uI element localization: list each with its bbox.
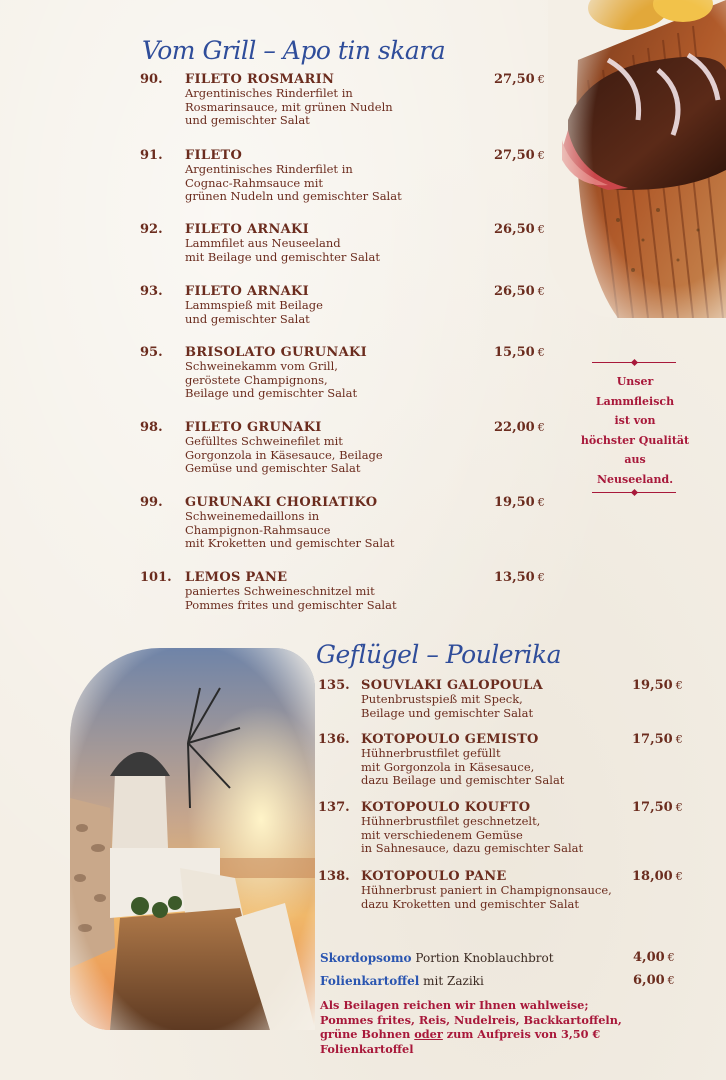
menu-item-number: 138. — [318, 869, 350, 884]
price-value: 27,50 — [494, 72, 535, 87]
price-value: 27,50 — [494, 148, 535, 163]
price-value: 26,50 — [494, 222, 535, 237]
menu-item-number: 91. — [140, 148, 163, 163]
menu-item-name: LEMOS PANE — [185, 570, 288, 585]
menu-item — [140, 72, 550, 132]
price-value: 13,50 — [494, 570, 535, 585]
menu-item-number: 99. — [140, 495, 163, 510]
menu-item-number: 93. — [140, 284, 163, 299]
euro-symbol: € — [537, 346, 545, 359]
menu-item — [318, 869, 688, 929]
menu-item — [140, 570, 550, 630]
extra-item-foil-potato: Folienkartoffel mit Zaziki — [320, 974, 484, 988]
menu-item-description: Argentinisches Rinderfilet in Cognac-Rahmsauce mit grünen Nudeln und gemischter Salat — [185, 162, 402, 204]
lamb-quality-note: Unser Lammfleisch ist von höchster Qualität aus Neuseeland. — [580, 375, 690, 486]
menu-item-number: 92. — [140, 222, 163, 237]
menu-item-description: Hühnerbrustfilet geschnetzelt, mit verschiedenem Gemüse in Sahnesauce, dazu gemischter Salat — [361, 814, 584, 856]
menu-item-price — [494, 222, 545, 237]
menu-item — [318, 678, 688, 738]
side-dishes-note: Als Beilagen reichen wir Ihnen wahlweise; Pommes frites, Reis, Nudelreis, Backkartoffeln, grüne Bohnen oder zum Aufpreis von 3,50 € Folienkartoffel — [320, 998, 622, 1056]
menu-item-name: KOTOPOULO PANE — [361, 869, 507, 884]
euro-symbol: € — [675, 870, 683, 883]
menu-item — [318, 800, 688, 860]
menu-item-price — [494, 420, 545, 435]
extra-price-foil-potato: 6,00 € — [633, 973, 675, 988]
grilled-steak-photo — [548, 0, 726, 318]
menu-item-price — [494, 345, 545, 360]
menu-item-number: 137. — [318, 800, 350, 815]
euro-symbol: € — [537, 421, 545, 434]
menu-item-name: FILETO GRUNAKI — [185, 420, 322, 435]
menu-item — [140, 420, 550, 480]
menu-item-price — [632, 869, 683, 884]
price-value: 19,50 — [632, 678, 673, 693]
menu-item-description: Schweinemedaillons in Champignon-Rahmsauce mit Kroketten und gemischter Salat — [185, 509, 395, 551]
menu-item-description: Schweinekamm vom Grill, geröstete Champignons, Beilage und gemischter Salat — [185, 359, 358, 401]
euro-symbol: € — [537, 571, 545, 584]
menu-item-name: KOTOPOULO KOUFTO — [361, 800, 531, 815]
euro-symbol: € — [675, 733, 683, 746]
price-value: 22,00 — [494, 420, 535, 435]
euro-symbol: € — [537, 223, 545, 236]
euro-symbol: € — [537, 285, 545, 298]
section-title-grill: Vom Grill – Apo tin skara — [142, 36, 446, 65]
menu-item-name: SOUVLAKI GALOPOULA — [361, 678, 543, 693]
extra-item-garlic-bread: Skordopsomo Portion Knoblauchbrot — [320, 951, 554, 965]
menu-item-description: Putenbrustspieß mit Speck, Beilage und gemischter Salat — [361, 692, 534, 720]
santorini-windmill-photo — [70, 648, 315, 1030]
euro-symbol: € — [537, 73, 545, 86]
extra-price-garlic-bread: 4,00 € — [633, 950, 675, 965]
menu-item-price — [494, 148, 545, 163]
menu-item-name: FILETO — [185, 148, 243, 163]
menu-item — [140, 284, 550, 344]
menu-item-name: GURUNAKI CHORIATIKO — [185, 495, 378, 510]
price-value: 17,50 — [632, 732, 673, 747]
menu-item — [140, 222, 550, 282]
menu-item-description: Argentinisches Rinderfilet in Rosmarinsauce, mit grünen Nudeln und gemischter Salat — [185, 86, 393, 128]
price-value: 26,50 — [494, 284, 535, 299]
menu-item-name: KOTOPOULO GEMISTO — [361, 732, 539, 747]
price-value: 19,50 — [494, 495, 535, 510]
menu-item-name: FILETO ROSMARIN — [185, 72, 335, 87]
menu-item — [140, 345, 550, 405]
menu-item-price — [494, 72, 545, 87]
euro-symbol: € — [675, 679, 683, 692]
euro-symbol: € — [537, 496, 545, 509]
menu-item-price — [494, 284, 545, 299]
menu-item — [318, 732, 688, 792]
menu-item-price — [632, 678, 683, 693]
menu-item-number: 136. — [318, 732, 350, 747]
menu-item-description: Hühnerbrust paniert in Champignonsauce, dazu Kroketten und gemischter Salat — [361, 883, 612, 911]
menu-item-name: FILETO ARNAKI — [185, 222, 310, 237]
menu-item-price — [494, 570, 545, 585]
euro-symbol: € — [537, 149, 545, 162]
menu-item-description: Lammspieß mit Beilage und gemischter Salat — [185, 298, 323, 326]
menu-item-price — [632, 800, 683, 815]
menu-item-description: Gefülltes Schweinefilet mit Gorgonzola in Käsesauce, Beilage Gemüse und gemischter Salat — [185, 434, 383, 476]
price-value: 17,50 — [632, 800, 673, 815]
price-value: 18,00 — [632, 869, 673, 884]
euro-symbol: € — [675, 801, 683, 814]
menu-item-description: paniertes Schweineschnitzel mit Pommes frites und gemischter Salat — [185, 584, 397, 612]
menu-item-name: FILETO ARNAKI — [185, 284, 310, 299]
menu-item-number: 98. — [140, 420, 163, 435]
menu-item-number: 101. — [140, 570, 172, 585]
menu-item-name: BRISOLATO GURUNAKI — [185, 345, 367, 360]
menu-item — [140, 495, 550, 555]
price-value: 15,50 — [494, 345, 535, 360]
menu-item-price — [632, 732, 683, 747]
menu-item-number: 90. — [140, 72, 163, 87]
section-title-poultry: Geflügel – Poulerika — [316, 640, 562, 669]
menu-item-description: Lammfilet aus Neuseeland mit Beilage und gemischter Salat — [185, 236, 380, 264]
menu-item-price — [494, 495, 545, 510]
menu-item — [140, 148, 550, 208]
menu-item-number: 95. — [140, 345, 163, 360]
menu-item-number: 135. — [318, 678, 350, 693]
menu-item-description: Hühnerbrustfilet gefüllt mit Gorgonzola in Käsesauce, dazu Beilage und gemischter Salat — [361, 746, 565, 788]
